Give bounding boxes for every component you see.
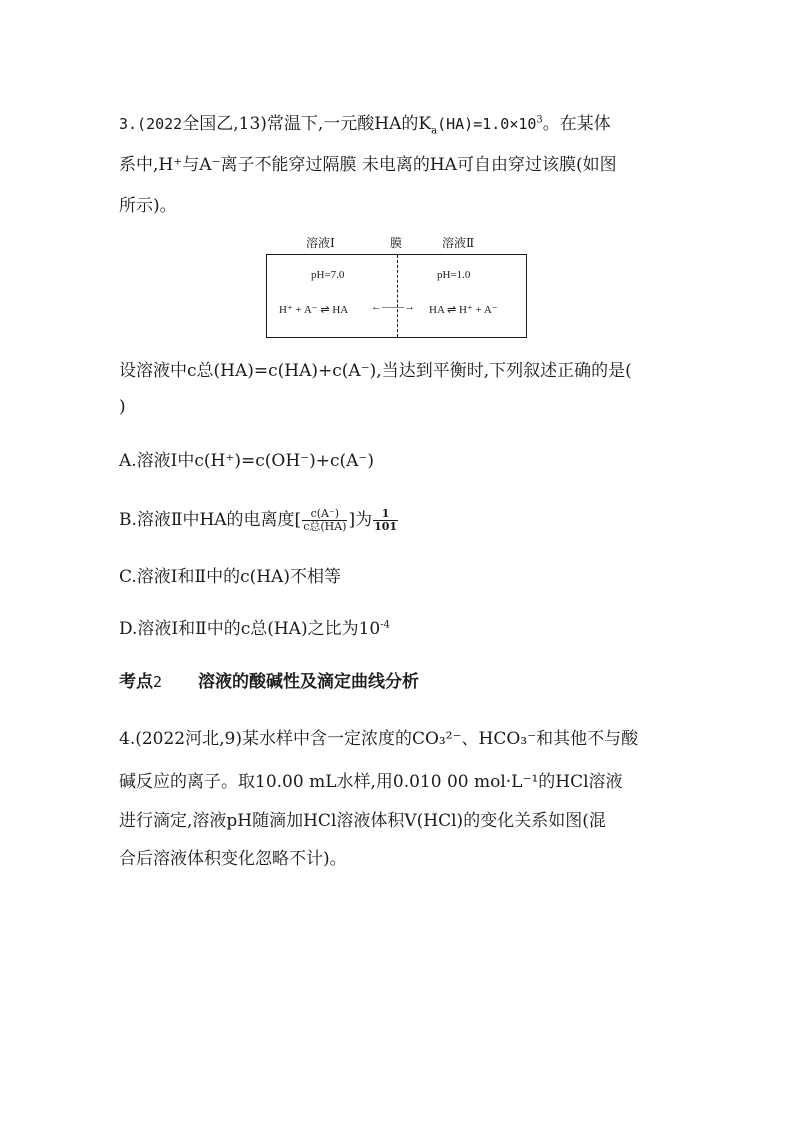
left-ph: pH=7.0 (311, 269, 345, 281)
solution-2-label: 溶液Ⅱ (442, 236, 475, 250)
q4-line-4: 合后溶液体积变化忽略不计)。 (119, 849, 347, 869)
q3-line-3: 所示)。 (119, 196, 177, 216)
right-equilibrium: HA ⇌ H⁺ + A⁻ (429, 304, 498, 316)
q3-text-end: 。在某体 (542, 114, 611, 134)
fraction-numerator: c(A⁻) (302, 508, 347, 521)
q3-stem-2: ) (119, 397, 126, 417)
section-label: 考点 (119, 672, 153, 692)
option-b-mid: ]为 (348, 510, 373, 530)
q3-text: 常温下,一元酸HA的K (266, 114, 432, 134)
membrane-diagram (266, 234, 527, 338)
solution-1-label: 溶液Ⅰ (306, 236, 335, 250)
option-a: A.溶液Ⅰ中c(H⁺)=c(OH⁻)+c(A⁻) (119, 451, 375, 471)
q3-stem-1: 设溶液中c总(HA)=c(HA)+c(A⁻),当达到平衡时,下列叙述正确的是( (119, 361, 632, 381)
option-d-exponent: -4 (380, 619, 390, 631)
value-fraction (373, 508, 398, 533)
q3-source: 全国乙,13) (182, 114, 267, 134)
option-b (119, 508, 399, 533)
q3-line-2: 系中,H⁺与A⁻离子不能穿过隔膜 未电离的HA可自由穿过该膜(如图 (119, 155, 617, 175)
section-number: 2 (153, 673, 163, 691)
ionization-fraction (302, 508, 347, 533)
membrane-line (397, 255, 398, 337)
option-d (119, 617, 390, 641)
option-d-text: D.溶液Ⅰ和Ⅱ中的c总(HA)之比为10 (119, 619, 381, 639)
q3-number: 3.(2022 (119, 115, 183, 133)
q3-ka-value: (HA)=1.0×10 (437, 115, 537, 133)
diffusion-arrow: ←――→ (371, 301, 415, 313)
value-numerator: 1 (373, 508, 398, 521)
membrane-label: 膜 (390, 236, 403, 250)
q4-line-2: 碱反应的离子。取10.00 mL水样,用0.010 00 mol·L⁻¹的HCl溶液 (119, 772, 623, 792)
left-equilibrium: H⁺ + A⁻ ⇌ HA (279, 304, 349, 316)
fraction-denominator: c总(HA) (303, 520, 347, 533)
option-b-prefix: B.溶液Ⅱ中HA的电离度[ (119, 510, 302, 530)
q4-line-3: 进行滴定,溶液pH随滴加HCl溶液体积V(HCl)的变化关系如图(混 (119, 811, 606, 831)
option-c: C.溶液Ⅰ和Ⅱ中的c(HA)不相等 (119, 567, 341, 587)
q3-line-1 (119, 112, 611, 136)
ka-subscript: a (431, 125, 438, 137)
section-title: 溶液的酸碱性及滴定曲线分析 (198, 672, 420, 692)
diagram-box (266, 254, 527, 338)
section-heading (119, 667, 419, 692)
q3-exponent: 3 (536, 114, 543, 126)
q4-line-1: 4.(2022河北,9)某水样中含一定浓度的CO₃²⁻、HCO₃⁻和其他不与酸 (119, 729, 639, 749)
value-denominator: 101 (374, 520, 398, 533)
right-ph: pH=1.0 (437, 269, 471, 281)
